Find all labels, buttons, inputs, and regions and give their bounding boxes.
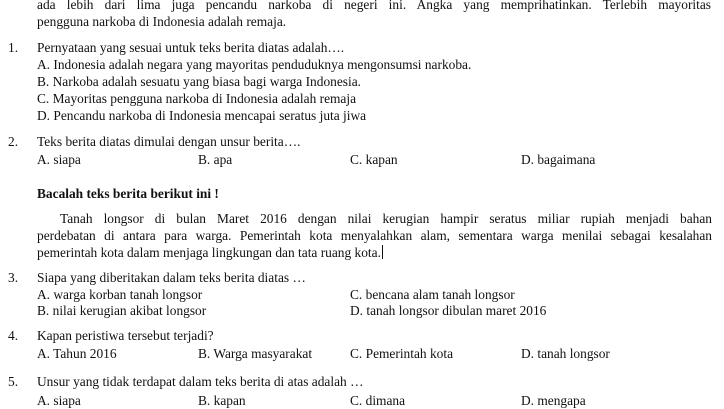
- question-2-option-c: C. kapan: [350, 152, 398, 167]
- question-2-option-d: D. bagaimana: [521, 152, 596, 167]
- question-4-option-b: B. Warga masyarakat: [198, 346, 313, 361]
- reading-line-3-wrap: [37, 245, 383, 261]
- intro-line-1: ada lebih dari lima juga pencandu narkoba di negeri ini. Angka yang memprihatinkan. Terlebih mayoritas: [37, 0, 711, 12]
- question-3-text: Siapa yang diberitakan dalam teks berita diatas …: [37, 270, 306, 285]
- question-5-option-a: A. siapa: [37, 393, 81, 408]
- reading-heading: Bacalah teks berita berikut ini !: [37, 186, 219, 201]
- question-5-option-c: C. dimana: [350, 393, 406, 408]
- question-3-number: 3.: [8, 270, 19, 285]
- text-cursor: [382, 245, 383, 259]
- reading-line-2: perdebatan di antara para warga. Pemerintah kota menyalahkan alam, sementara warga menilai sebagai kesalahan: [37, 228, 712, 243]
- question-4-number: 4.: [8, 328, 19, 343]
- question-4-option-d: D. tanah longsor: [521, 346, 610, 361]
- question-2-number: 2.: [8, 134, 19, 149]
- question-1-option-a: A. Indonesia adalah negara yang mayoritas penduduknya mengonsumsi narkoba.: [37, 57, 472, 72]
- question-1-option-d: D. Pencandu narkoba di Indonesia mencapai seratus juta jiwa: [37, 108, 367, 123]
- question-1-option-b: B. Narkoba adalah sesuatu yang biasa bagi warga Indonesia.: [37, 74, 361, 89]
- question-3-option-a: A. warga korban tanah longsor: [37, 287, 203, 302]
- question-3-option-d: D. tanah longsor dibulan maret 2016: [350, 303, 547, 318]
- question-3-option-b: B. nilai kerugian akibat longsor: [37, 303, 207, 318]
- question-5-number: 5.: [8, 374, 19, 389]
- intro-line-2: pengguna narkoba di Indonesia adalah remaja.: [37, 14, 287, 29]
- question-1-option-c: C. Mayoritas pengguna narkoba di Indonesia adalah remaja: [37, 91, 357, 106]
- question-4-text: Kapan peristiwa tersebut terjadi?: [37, 328, 214, 343]
- question-1-text: Pernyataan yang sesuai untuk teks berita diatas adalah….: [37, 40, 345, 55]
- question-3-option-c: C. bencana alam tanah longsor: [350, 287, 515, 302]
- question-2-option-a: A. siapa: [37, 152, 81, 167]
- reading-line-3: pemerintah kota dalam menjaga lingkungan dan tata ruang kota.: [37, 245, 381, 260]
- reading-line-1: Tanah longsor di bulan Maret 2016 dengan nilai kerugian hampir seratus miliar rupiah menjadi bahan: [60, 211, 712, 226]
- question-1-number: 1.: [8, 40, 19, 55]
- question-4-option-c: C. Pemerintah kota: [350, 346, 454, 361]
- question-2-text: Teks berita diatas dimulai dengan unsur berita….: [37, 134, 301, 149]
- question-5-option-d: D. mengapa: [521, 393, 586, 408]
- question-5-text: Unsur yang tidak terdapat dalam teks berita di atas adalah …: [37, 374, 364, 389]
- question-4-option-a: A. Tahun 2016: [37, 346, 117, 361]
- question-2-option-b: B. apa: [198, 152, 233, 167]
- question-5-option-b: B. kapan: [198, 393, 246, 408]
